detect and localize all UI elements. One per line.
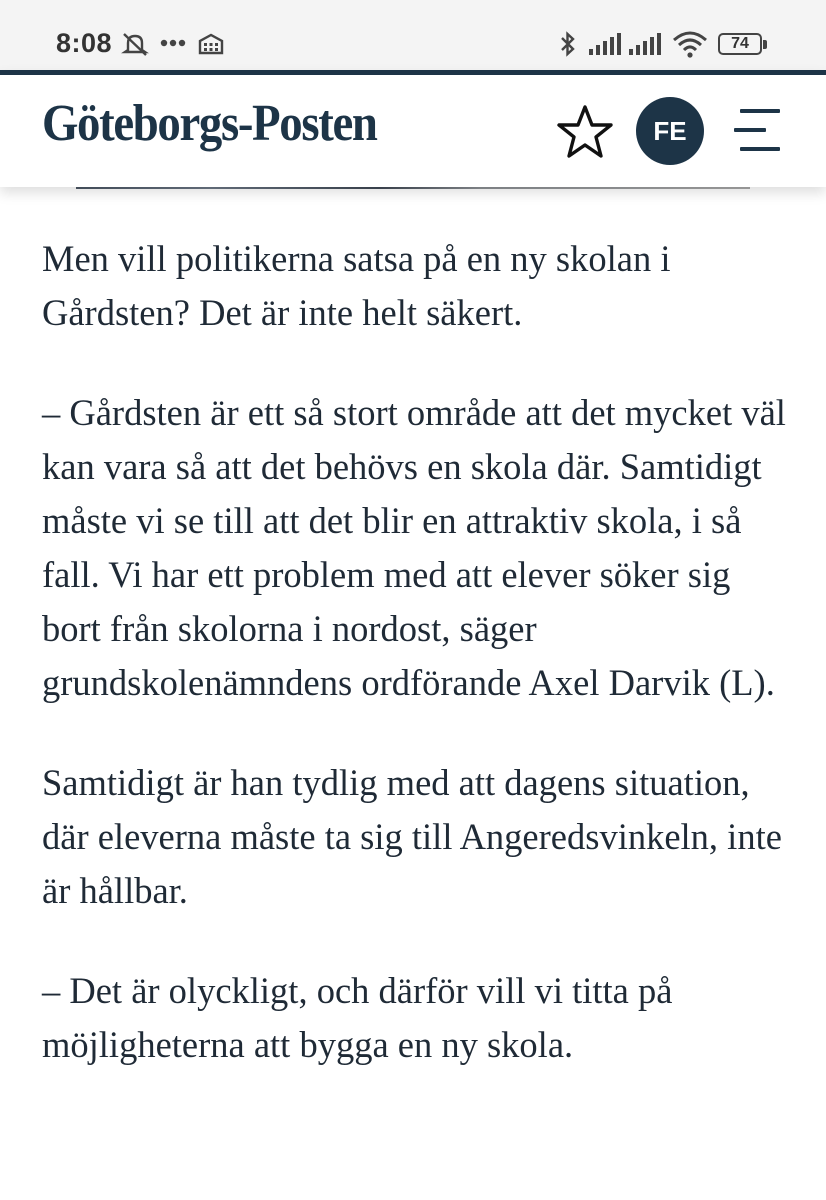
article-paragraph: – Gårdsten är ett så stort område att det mycket väl kan vara så att det behövs en skola där. Samtidigt måste vi se till att det blir en attraktiv skola, i så fall. Vi har ett problem med att elever söker sig bort från skolorna i nordost, säger grundskolenämndens ordförande Axel Darvik (L). xyxy=(42,392,786,703)
article-paragraph: Men vill politikerna satsa på en ny skolan i Gårdsten? Det är inte helt säkert. xyxy=(42,238,671,333)
status-time: 8:08 xyxy=(56,28,113,58)
menu-line-middle xyxy=(734,128,766,132)
signal-strength-icon xyxy=(588,32,622,56)
battery-indicator: 74 xyxy=(718,33,762,55)
favorite-star-icon[interactable] xyxy=(556,103,614,161)
status-bar xyxy=(0,0,826,72)
notifications-muted-icon xyxy=(120,31,150,57)
wifi-icon xyxy=(672,30,708,58)
article-paragraph: Samtidigt är han tydlig med att dagens situation, där eleverna måste ta sig till Angeredsvinkeln, inte är hållbar. xyxy=(42,762,782,911)
more-dots-icon xyxy=(160,38,190,48)
battery-tip xyxy=(763,40,767,49)
user-avatar-button[interactable]: FE xyxy=(636,97,704,165)
site-header xyxy=(0,70,826,187)
building-icon xyxy=(198,33,224,55)
bluetooth-icon xyxy=(558,30,578,58)
article-body xyxy=(42,232,792,1118)
menu-line-bottom xyxy=(740,147,780,151)
menu-line-top xyxy=(740,109,780,113)
hamburger-menu-icon[interactable] xyxy=(734,107,784,153)
site-logo[interactable]: Göteborgs-Posten xyxy=(42,95,377,152)
article-paragraph: – Det är olyckligt, och därför vill vi titta på möjligheterna att bygga en ny skola. xyxy=(42,970,673,1065)
signal-strength-icon-2 xyxy=(628,32,662,56)
